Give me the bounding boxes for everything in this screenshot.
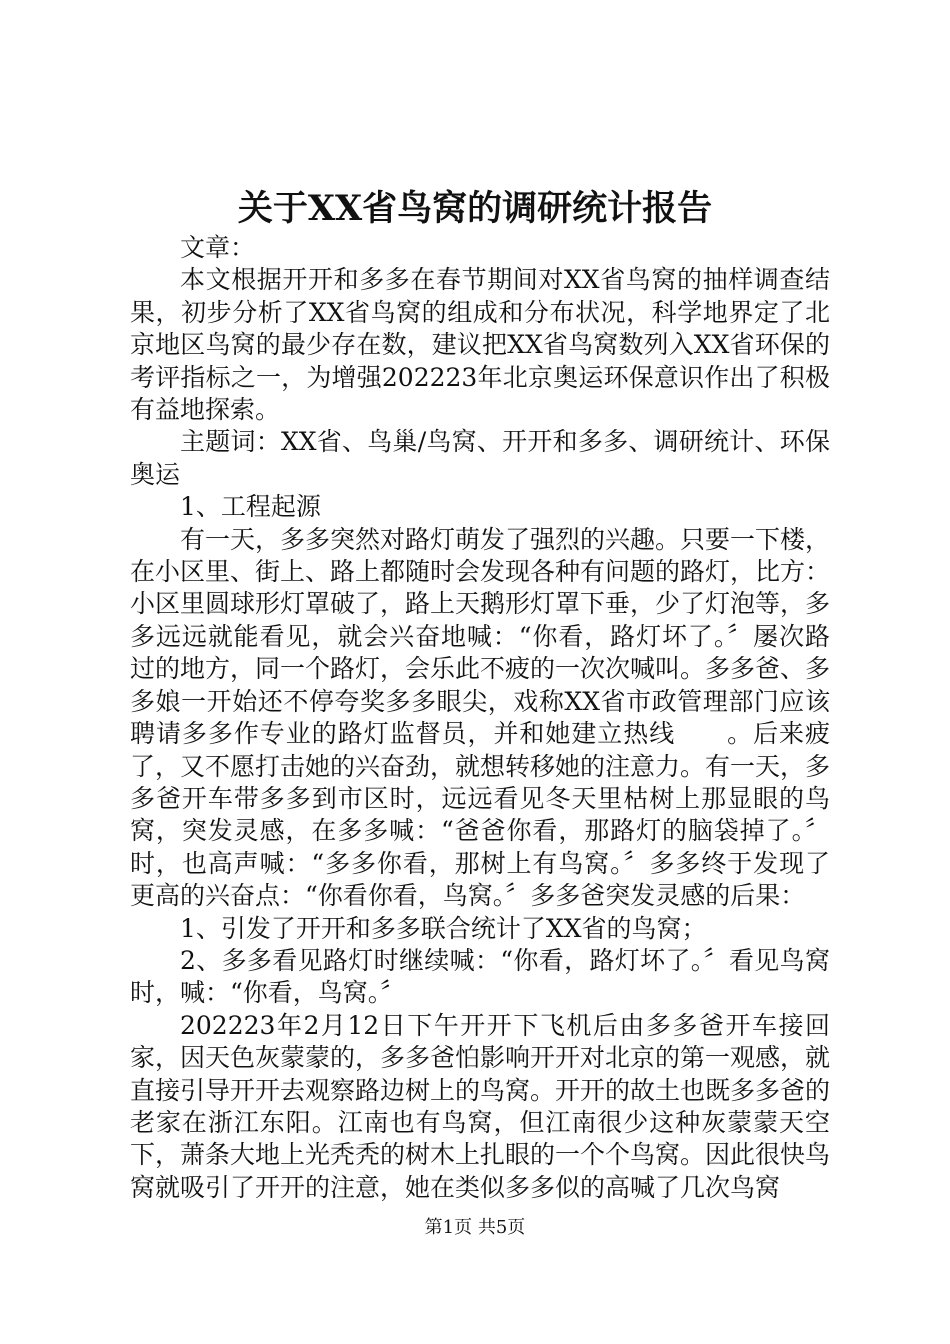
document-body	[130, 232, 830, 1204]
document-title: 关于XX省鸟窝的调研统计报告	[237, 188, 713, 229]
paragraph-keywords: 主题词：XX省、鸟巢/鸟窝、开开和多多、调研统计、环保奥运	[130, 427, 830, 489]
paragraph-article-label: 文章：	[180, 233, 256, 262]
paragraph-abstract: 本文根据开开和多多在春节期间对XX省鸟窝的抽样调查结果，初步分析了XX省鸟窝的组成和分布状况，科学地界定了北京地区鸟窝的最少存在数，建议把XX省鸟窝数列入XX省环保的考评指标之一，为增强202223年北京奥运环保意识作出了积极有益地探索。	[130, 265, 830, 425]
paragraph-story: 有一天，多多突然对路灯萌发了强烈的兴趣。只要一下楼，在小区里、街上、路上都随时会发现各种有问题的路灯，比方：小区里圆球形灯罩破了，路上天鹅形灯罩下垂，少了灯泡等，多多远远就能看见，就会兴奋地喊：“你看，路灯坏了。〞屡次路过的地方，同一个路灯，会乐此不疲的一次次喊叫。多多爸、多多娘一开始还不停夸奖多多眼尖，戏称XX省市政管理部门应该聘请多多作专业的路灯监督员，并和她建立热线 。后来疲了，又不愿打击她的兴奋劲，就想转移她的注意力。有一天，多多爸开车带多多到市区时，远远看见冬天里枯树上那显眼的鸟窝，突发灵感，在多多喊：“爸爸你看，那路灯的脑袋掉了。〞时，也高声喊：“多多你看，那树上有鸟窝。〞多多终于发现了更高的兴奋点：“你看你看，鸟窝。〞多多爸突发灵感的后果：	[130, 524, 831, 911]
paragraph-result-2: 2、多多看见路灯时继续喊：“你看，路灯坏了。〞看见鸟窝时，喊：“你看，鸟窝。〞	[130, 945, 830, 1008]
paragraph-result-1: 1、引发了开开和多多联合统计了XX省的鸟窝；	[180, 913, 707, 943]
section-heading-origin: 1、工程起源	[180, 492, 321, 522]
page-footer: 第1页 共5页	[424, 1217, 526, 1238]
paragraph-arrival: 202223年2月12日下午开开下飞机后由多多爸开车接回家，因天色灰蒙蒙的，多多爸怕影响开开对北京的第一观感，就直接引导开开去观察路边树上的鸟窝。开开的故土也既多多爸的老家在浙江东阳。江南也有鸟窝，但江南很少这种灰蒙蒙天空下，萧条大地上光秃秃的树木上扎眼的一个个鸟窝。因此很快鸟窝就吸引了开开的注意，她在类似多多似的高喊了几次鸟窝	[130, 1010, 831, 1202]
